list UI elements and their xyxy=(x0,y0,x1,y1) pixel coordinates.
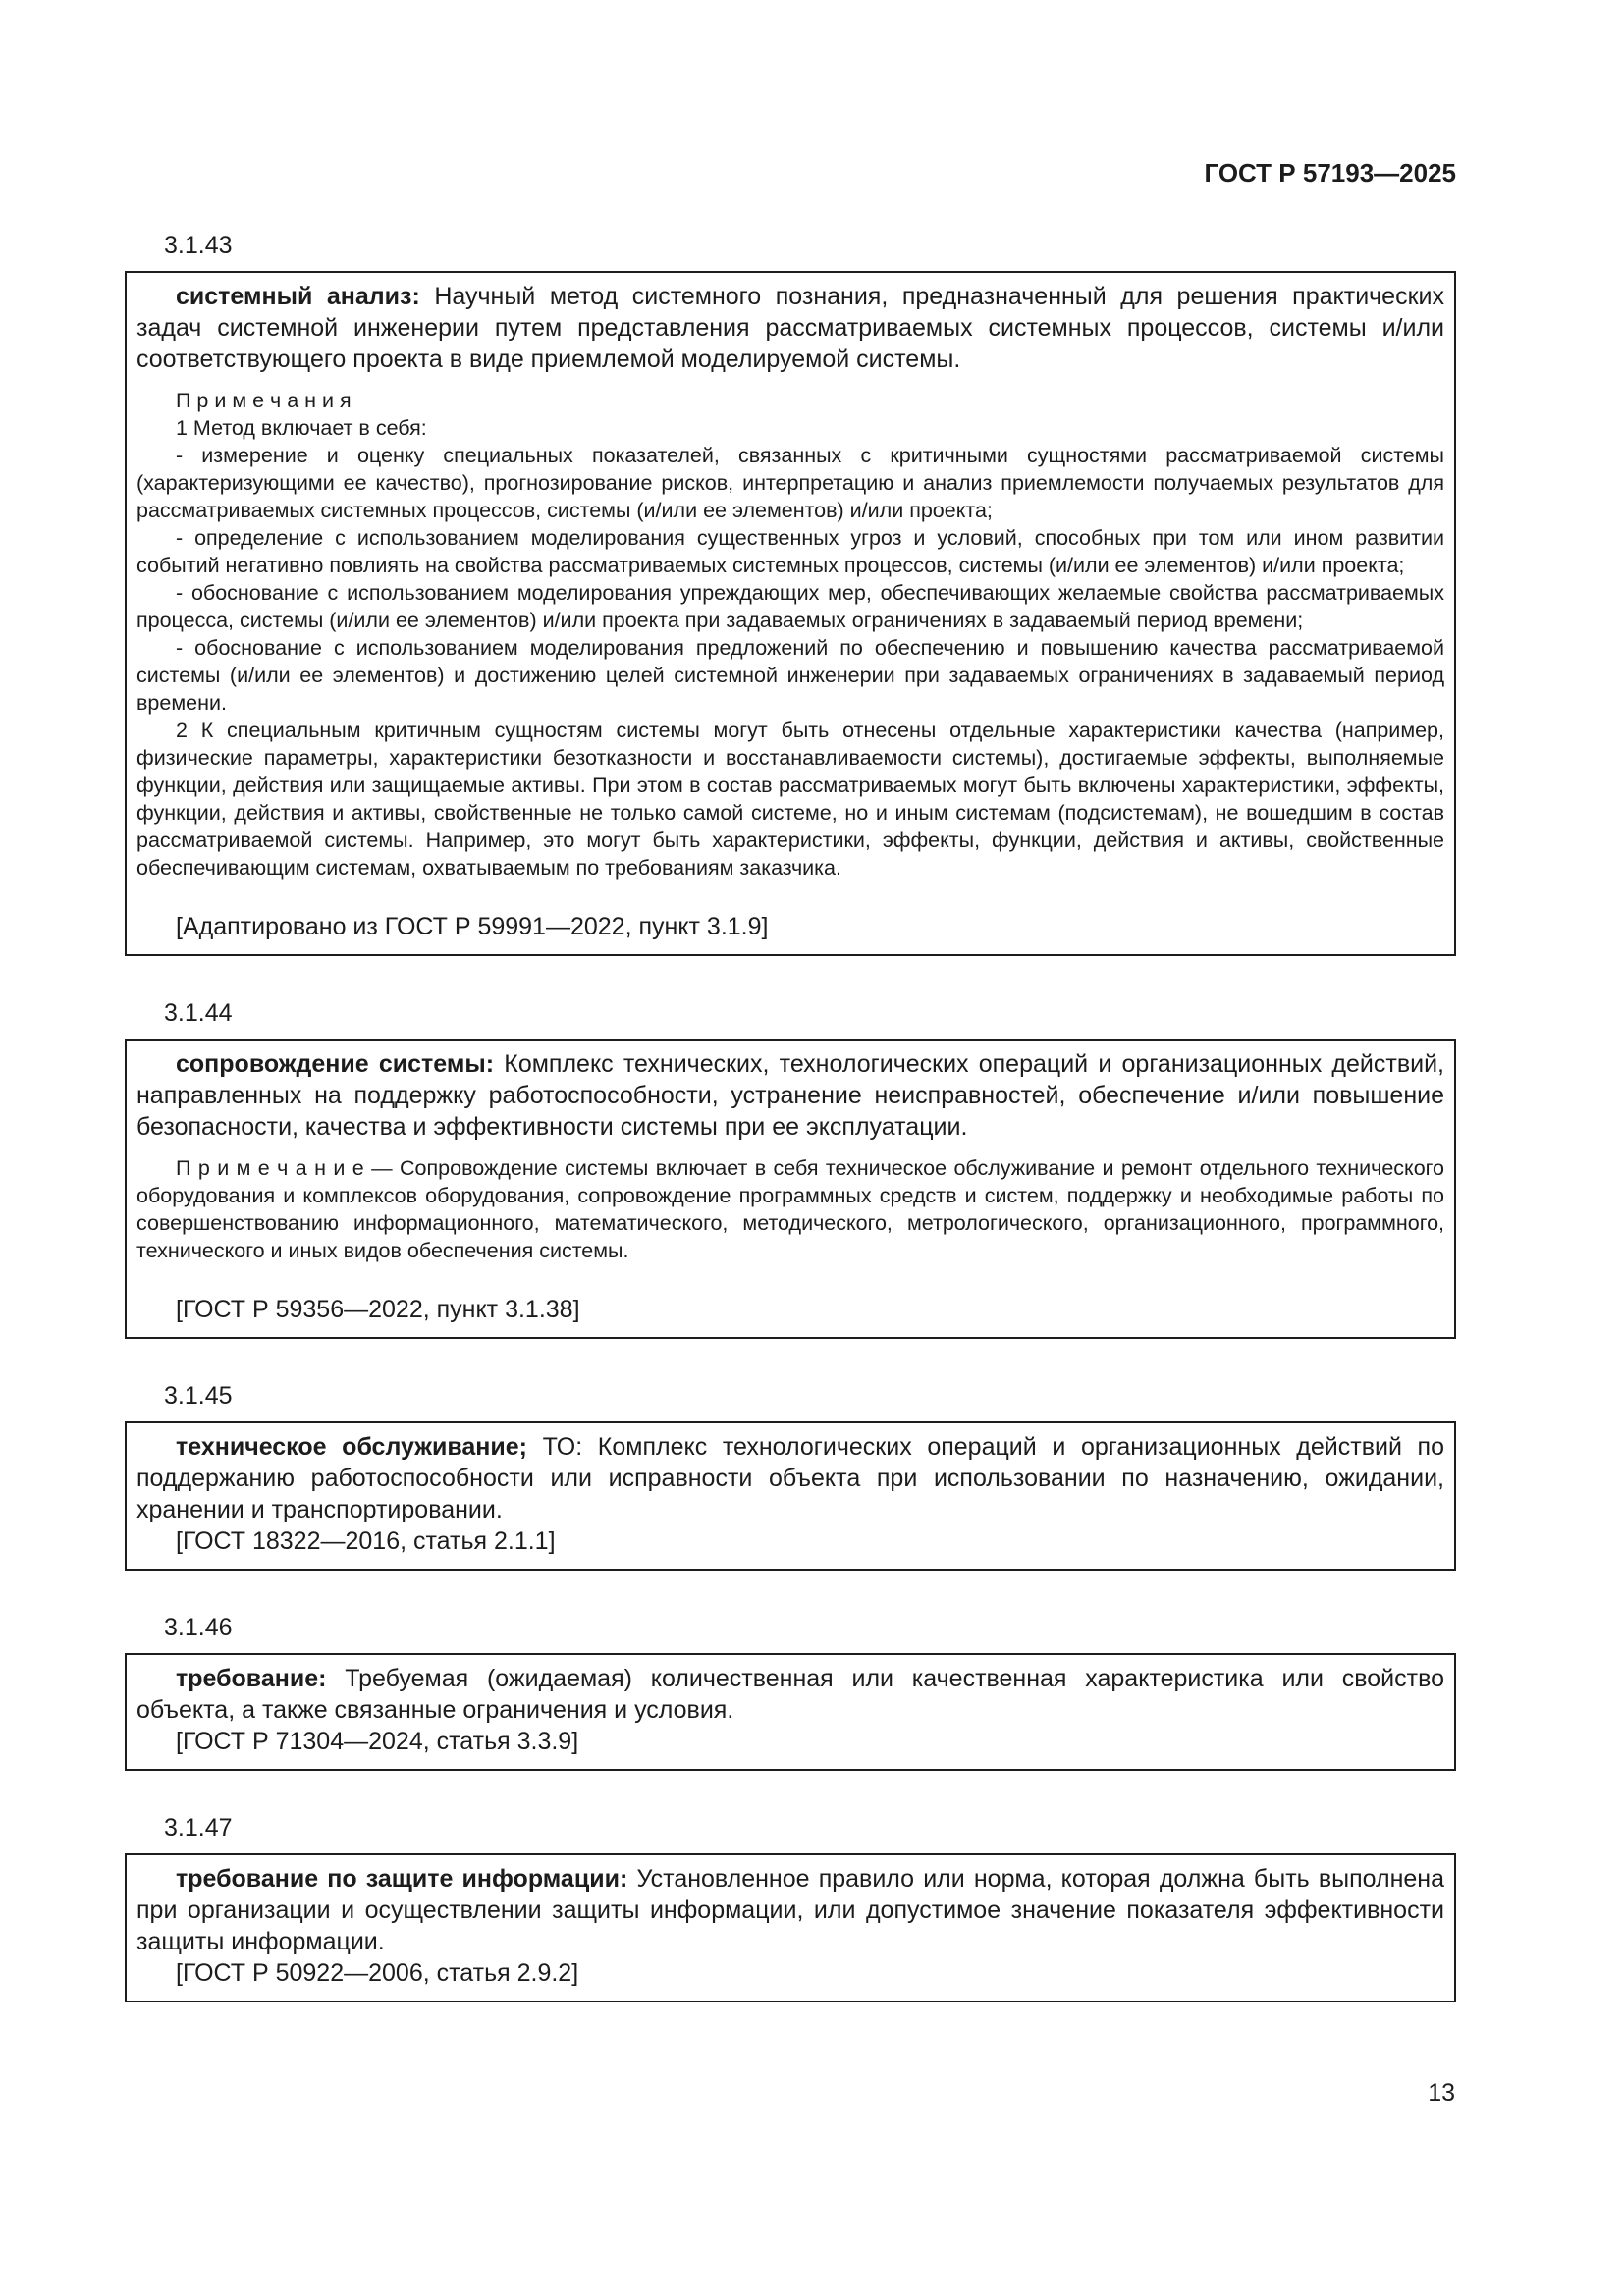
section-number: 3.1.45 xyxy=(164,1382,233,1410)
definition-box xyxy=(125,271,1456,956)
document-code-header: ГОСТ Р 57193—2025 xyxy=(1204,158,1456,187)
note-paragraph: 2 К специальным критичным сущностям системы могут быть отнесены отдельные характеристики качества (например, физические параметры, характеристики безотказности и восстанавливаемости системы), достигаемые эффекты, выполняемые функции, действия или защищаемые активы. При этом в состав рассматриваемых могут быть включены характеристики, эффекты, функции, действия и активы, свойственные не только самой системе, но и иным системам (подсистемам), не вошедшим в состав рассматриваемой системы. Например, это могут быть характеристики, эффекты, функции, действия и активы, свойственные обеспечивающим системам, охватываемым по требованиям заказчика. xyxy=(136,719,1444,880)
definition-paragraph xyxy=(136,1663,1444,1726)
section-3-1-43 xyxy=(125,230,1456,956)
source-reference: [Адаптировано из ГОСТ Р 59991—2022, пункт 3.1.9] xyxy=(176,913,769,940)
note-paragraph: - обоснование с использованием моделирования предложений по обеспечению и повышению качества рассматриваемой системы (и/или ее элементов) и достижению целей системной инженерии при задаваемых ограничениях в задаваемый период времени. xyxy=(136,636,1444,715)
term-label: техническое обслуживание; xyxy=(176,1433,527,1461)
page-content xyxy=(125,0,1456,2002)
source-reference: [ГОСТ Р 59356—2022, пункт 3.1.38] xyxy=(176,1296,580,1323)
section-3-1-45 xyxy=(125,1380,1456,1571)
notes-block xyxy=(136,1154,1444,1264)
definition-box xyxy=(125,1853,1456,2002)
definition-box xyxy=(125,1421,1456,1571)
definition-paragraph xyxy=(136,1863,1444,1957)
definition-paragraph xyxy=(136,1048,1444,1143)
section-3-1-47 xyxy=(125,1812,1456,2002)
section-3-1-46 xyxy=(125,1612,1456,1771)
term-label: требование по защите информации: xyxy=(176,1865,628,1893)
note-paragraph: - измерение и оценку специальных показателей, связанных с критичными сущностями рассматриваемой системы (характеризующими ее качество), прогнозирование рисков, интерпретацию и анализ приемлемости получаемых результатов для рассматриваемых системных процессов, системы (и/или ее элементов) и/или проекта; xyxy=(136,444,1444,522)
definition-paragraph xyxy=(136,281,1444,375)
definition-text: Комплекс технических, технологических операций и организационных действий, направленных на поддержку работоспособности, устранение неисправностей, обеспечение и/или повышение безопасности, качества и эффективности системы при ее эксплуатации. xyxy=(136,1050,1444,1141)
section-number: 3.1.46 xyxy=(164,1614,233,1641)
term-label: сопровождение системы: xyxy=(176,1050,495,1078)
definition-text: Установленное правило или норма, которая должна быть выполнена при организации и осуществлении защиты информации, или допустимое значение показателя эффективности защиты информации. xyxy=(136,1865,1444,1955)
definition-text: Комплекс технологических операций и организационных действий по поддержанию работоспособности или исправности объекта при использовании по назначению, ожидании, хранении и транспортировании. xyxy=(136,1433,1444,1523)
definition-box xyxy=(125,1039,1456,1339)
term-label: системный анализ: xyxy=(176,283,420,310)
source-reference: [ГОСТ 18322—2016, статья 2.1.1] xyxy=(176,1527,556,1555)
note-paragraph: - обоснование с использованием моделирования упреждающих мер, обеспечивающих желаемые свойства рассматриваемых процесса, системы (и/или ее элементов) и/или проекта при задаваемых ограничениях в задаваемый период времени; xyxy=(136,581,1444,632)
section-3-1-44 xyxy=(125,997,1456,1339)
section-number: 3.1.44 xyxy=(164,999,233,1027)
notes-title: П р и м е ч а н и я xyxy=(176,389,352,412)
source-reference: [ГОСТ Р 71304—2024, статья 3.3.9] xyxy=(176,1728,579,1755)
section-number: 3.1.43 xyxy=(164,232,233,259)
section-number: 3.1.47 xyxy=(164,1814,233,1842)
definition-text: Требуемая (ожидаемая) количественная или качественная характеристика или свойство объекта, а также связанные ограничения и условия. xyxy=(136,1665,1444,1724)
term-abbreviation: ТО: xyxy=(542,1433,583,1461)
notes-block xyxy=(136,387,1444,881)
note-paragraph: - определение с использованием моделирования существенных угроз и условий, способных при том или ином развитии событий негативно повлиять на свойства рассматриваемых системных процессов, системы (и/или ее элементов) и/или проекта; xyxy=(136,526,1444,577)
definition-text: Научный метод системного познания, предназначенный для решения практических задач системной инженерии путем представления рассматриваемых системных процессов, системы и/или соответствующего проекта в виде приемлемой моделируемой системы. xyxy=(136,283,1444,373)
note-paragraph: 1 Метод включает в себя: xyxy=(176,416,427,440)
source-reference: [ГОСТ Р 50922—2006, статья 2.9.2] xyxy=(176,1959,579,1987)
note-paragraph: П р и м е ч а н и е — Сопровождение системы включает в себя техническое обслуживание и ремонт отдельного технического оборудования и комплексов оборудования, сопровождение программных средств и систем, поддержку и необходимые работы по совершенствованию информационного, математического, методического, метрологического, организационного, программного, технического и иных видов обеспечения системы. xyxy=(136,1156,1444,1262)
definition-box xyxy=(125,1653,1456,1771)
definition-paragraph xyxy=(136,1431,1444,1525)
page-number: 13 xyxy=(1428,2079,1455,2107)
term-label: требование: xyxy=(176,1665,327,1692)
